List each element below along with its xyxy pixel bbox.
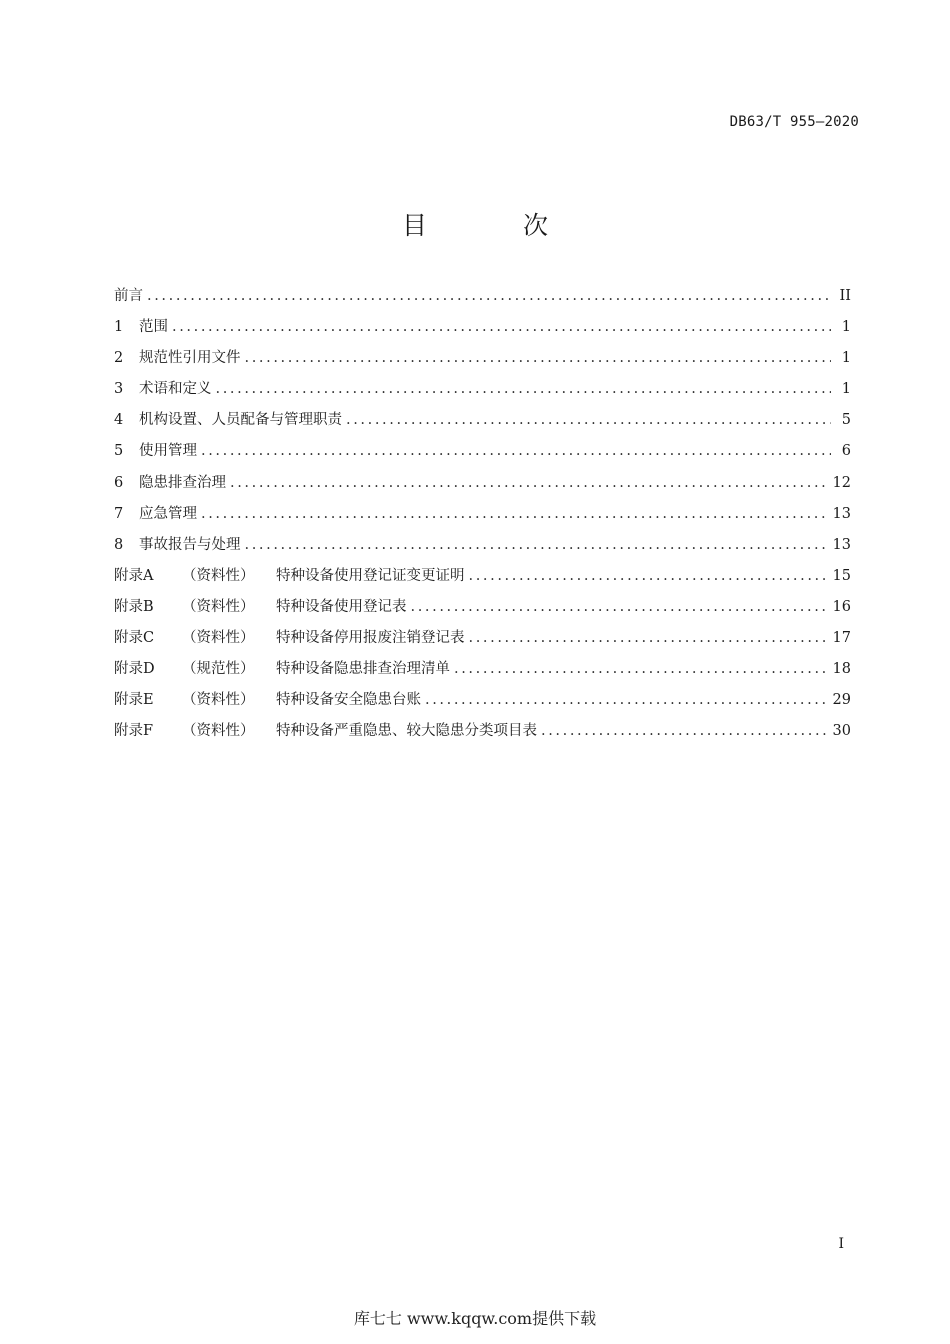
toc-entry-page: 5 [841, 412, 851, 429]
toc-entry-label: 特种设备使用登记证变更证明 [276, 567, 465, 584]
toc-entry-label: 应急管理 [139, 505, 197, 522]
toc-leader-dots [201, 506, 827, 522]
toc-leader-dots [147, 288, 831, 304]
toc-entry-number: 8 [114, 536, 124, 553]
toc-entry-label: 特种设备严重隐患、较大隐患分类项目表 [276, 723, 537, 740]
toc-appendix-id: 附录B [114, 598, 154, 615]
toc-entry-number: 6 [114, 474, 124, 491]
toc-appendix-nature: （资料性） [182, 567, 255, 584]
toc-leader-dots [172, 319, 831, 335]
page-number: I [838, 1236, 844, 1252]
toc-entry-chapter-5[interactable] [114, 439, 851, 470]
toc-entry-appendix-d[interactable] [114, 657, 851, 688]
toc-entry-page: 13 [832, 505, 851, 522]
table-of-contents [114, 284, 851, 750]
toc-entry-number: 4 [114, 412, 124, 429]
toc-appendix-nature: （资料性） [182, 692, 255, 709]
toc-entry-page: 6 [841, 443, 851, 460]
toc-leader-dots [245, 537, 827, 553]
toc-leader-dots [454, 661, 827, 677]
toc-leader-dots [411, 599, 827, 615]
download-source-footer: 库七七 www.kqqw.com提供下载 [353, 1309, 597, 1328]
toc-leader-dots [230, 475, 827, 491]
toc-appendix-nature: （资料性） [182, 630, 255, 647]
toc-entry-page: II [839, 288, 851, 304]
toc-leader-dots [541, 723, 827, 739]
toc-entry-page: 16 [832, 598, 851, 615]
toc-entry-label: 术语和定义 [139, 381, 212, 398]
toc-leader-dots [469, 568, 827, 584]
toc-entry-appendix-b[interactable] [114, 595, 851, 626]
toc-entry-number: 3 [114, 381, 124, 398]
toc-entry-page: 13 [832, 536, 851, 553]
toc-entry-page: 29 [832, 692, 851, 709]
toc-appendix-id: 附录E [114, 692, 154, 709]
toc-entry-chapter-7[interactable] [114, 502, 851, 533]
toc-appendix-nature: （资料性） [182, 598, 255, 615]
toc-entry-label: 事故报告与处理 [139, 536, 241, 553]
toc-entry-appendix-e[interactable] [114, 688, 851, 719]
toc-entry-page: 15 [832, 567, 851, 584]
toc-appendix-id: 附录F [114, 723, 154, 740]
toc-entry-label: 范围 [139, 319, 168, 336]
toc-entry-label: 特种设备隐患排查治理清单 [276, 661, 450, 678]
toc-entry-number: 2 [114, 350, 124, 367]
toc-entry-page: 30 [832, 723, 851, 740]
toc-leader-dots [201, 443, 831, 459]
toc-entry-appendix-f[interactable] [114, 719, 851, 750]
toc-leader-dots [425, 692, 827, 708]
toc-entry-appendix-c[interactable] [114, 626, 851, 657]
toc-entry-appendix-a[interactable] [114, 564, 851, 595]
toc-entry-chapter-8[interactable] [114, 533, 851, 564]
page-title: 目 次 [402, 211, 592, 240]
toc-leader-dots [469, 630, 827, 646]
toc-entry-chapter-3[interactable] [114, 377, 851, 408]
toc-entry-page: 1 [841, 319, 851, 336]
toc-entry-label: 特种设备停用报废注销登记表 [276, 630, 465, 647]
toc-leader-dots [346, 412, 831, 428]
toc-entry-chapter-4[interactable] [114, 408, 851, 439]
toc-entry-label: 规范性引用文件 [139, 350, 241, 367]
standard-code: DB63/T 955—2020 [729, 114, 859, 130]
toc-leader-dots [245, 350, 832, 366]
toc-entry-label: 特种设备安全隐患台账 [276, 692, 421, 709]
toc-appendix-nature: （资料性） [182, 723, 255, 740]
toc-appendix-id: 附录C [114, 630, 155, 647]
toc-appendix-nature: （规范性） [182, 661, 255, 678]
toc-entry-page: 18 [832, 661, 851, 678]
toc-entry-label: 前言 [114, 288, 143, 304]
toc-entry-number: 7 [114, 505, 124, 522]
toc-appendix-id: 附录D [114, 661, 155, 678]
toc-entry-label: 特种设备使用登记表 [276, 598, 407, 615]
toc-entry-page: 1 [841, 350, 851, 367]
toc-entry-number: 5 [114, 443, 124, 460]
toc-entry-page: 17 [832, 630, 851, 647]
toc-entry-chapter-1[interactable] [114, 315, 851, 346]
toc-entry-page: 1 [841, 381, 851, 398]
toc-appendix-id: 附录A [114, 567, 154, 584]
toc-entry-page: 12 [832, 474, 851, 491]
toc-entry-chapter-2[interactable] [114, 346, 851, 377]
toc-entry-chapter-6[interactable] [114, 471, 851, 502]
toc-entry-label: 使用管理 [139, 443, 197, 460]
toc-entry-label: 隐患排查治理 [139, 474, 226, 491]
toc-entry-label: 机构设置、人员配备与管理职责 [139, 412, 342, 429]
toc-entry-number: 1 [114, 319, 124, 336]
toc-entry-foreword[interactable] [114, 284, 851, 315]
toc-leader-dots [216, 381, 832, 397]
